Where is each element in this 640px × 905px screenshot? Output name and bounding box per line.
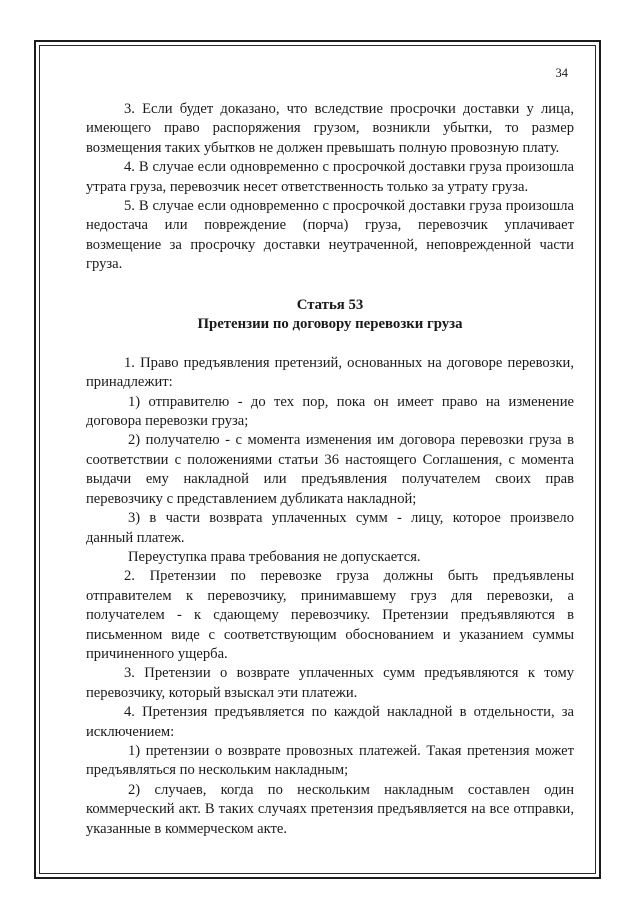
page-number: 34 — [555, 66, 568, 80]
subparagraph-1-1: 1) отправителю - до тех пор, пока он имеет право на изменение договора перевозки груза; — [86, 393, 574, 430]
article-title: Претензии по договору перевозки груза — [197, 316, 463, 333]
paragraph-4: 4. В случае если одновременно с просрочкой доставки груза произошла утрата груза, перевозчик несет ответственность только за утрату груза. — [86, 159, 574, 195]
article-heading — [86, 296, 574, 335]
paragraph-5: 5. В случае если одновременно с просрочкой доставки груза произошла недостача или повреждение (порча) груза, перевозчик уплачивает возмещение за просрочку доставки неутраченной, неповрежденной части груза. — [86, 198, 574, 273]
paragraph-3: 3. Если будет доказано, что вследствие просрочки доставки у лица, имеющего право распоряжения грузом, возникли убытки, то размер возмещения таких убытков не должен превышать полную провозную плату. — [86, 101, 574, 156]
subparagraph-4-1: 1) претензии о возврате провозных платежей. Такая претензия может предъявляться по нескольким накладным; — [86, 742, 574, 779]
article-number: Статья 53 — [296, 296, 364, 313]
paragraph-4-claims: 4. Претензия предъявляется по каждой накладной в отдельности, за исключением: — [86, 704, 574, 740]
subparagraph-4-2: 2) случаев, когда по нескольким накладным составлен один коммерческий акт. В таких случаях претензия предъявляется на все отправки, указанные в коммерческом акте. — [86, 781, 574, 837]
paragraph-1: 1. Право предъявления претензий, основанных на договоре перевозки, принадлежит: — [86, 354, 574, 391]
paragraph-2: 2. Претензии по перевозке груза должны быть предъявлены отправителем к перевозчику, принимавшему груз для перевозки, а получателем - к сдающему перевозчику. Претензии предъявляются в письменном виде с соответствующим обоснованием и указанием суммы причиненного ущерба. — [86, 568, 574, 662]
document-body — [86, 100, 574, 839]
subparagraph-1-3: 3) в части возврата уплаченных сумм - лицу, которое произвело данный платеж. — [86, 510, 574, 546]
subparagraph-1-2: 2) получателю - с момента изменения им договора перевозки груза в соответствии с положениями статьи 36 настоящего Соглашения, с момента выдачи ему накладной или предъявления получателем своих прав перевозчику с представлением дубликата накладной; — [86, 432, 574, 507]
paragraph-assignment: Переуступка права требования не допускается. — [128, 548, 421, 565]
paragraph-3-claims: 3. Претензии о возврате уплаченных сумм предъявляются к тому перевозчику, который взыскал эти платежи. — [86, 665, 574, 701]
